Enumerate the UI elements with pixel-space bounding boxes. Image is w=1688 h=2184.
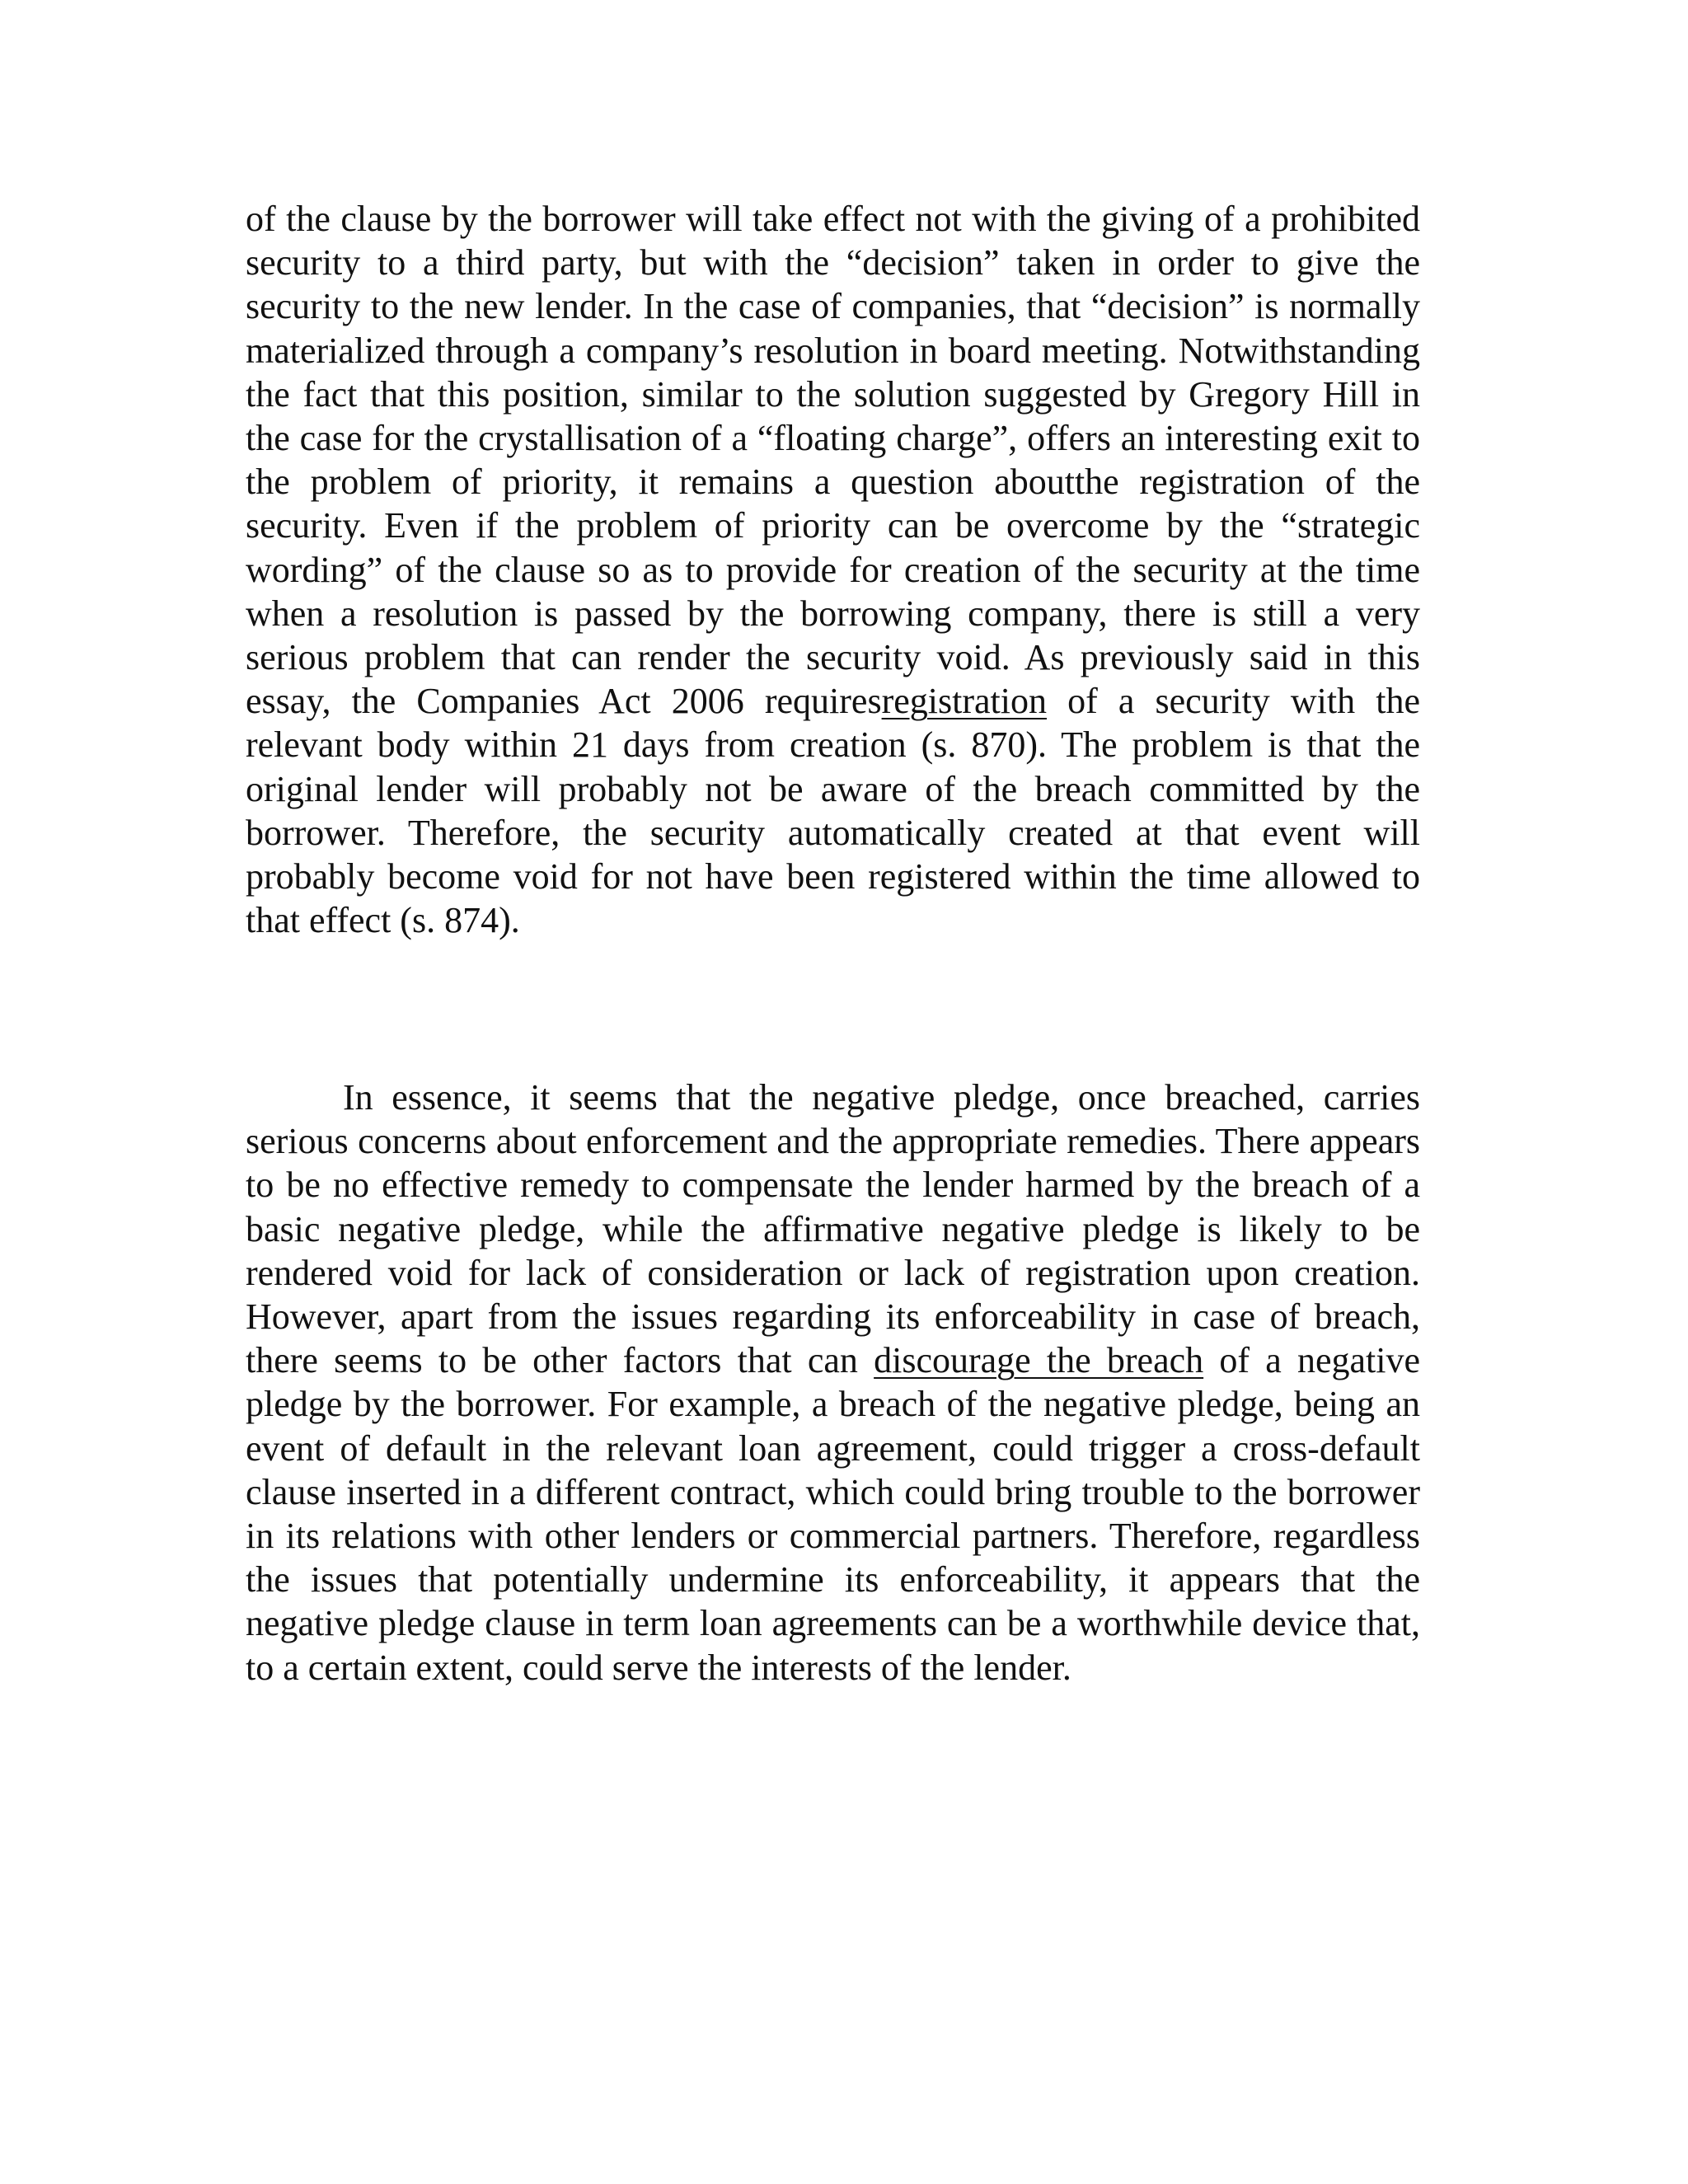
paragraph-1-underlined-term: registration [881,681,1047,722]
paragraph-2 [246,1076,1420,1690]
paragraph-2-text-a: In essence, it seems that the negative pledge, once breached, carries serious concerns about enforcement and the appropriate remedies. There appears to be no effective remedy to compensate the lender harmed by the breach of a basic negative pledge, while the affirmative negative pledge is likely to be rendered void for lack of consideration or lack of registration upon creation. However, apart from the issues regarding its enforceability in case of breach, there seems to be other factors that can [246,1077,1420,1381]
paragraph-2-underlined-phrase: discourage the breach [874,1340,1204,1381]
paragraph-1-text-b: of a security with the relevant body within 21 days from creation (s. 870). The problem is that the original lender will probably not be aware of the breach committed by the borrower. Therefore, the security automatically created at that event will probably become void for not have been registered within the time allowed to that effect (s. 874). [246,681,1420,941]
paragraph-1 [246,197,1420,942]
paragraph-1-text-a: of the clause by the borrower will take effect not with the giving of a prohibited security to a third party, but with the “decision” taken in order to give the security to the new lender. In the case of companies, that “decision” is normally materialized through a company’s resolution in board meeting. Notwithstanding the fact that this position, similar to the solution suggested by Gregory Hill in the case for the crystallisation of a “floating charge”, offers an interesting exit to the problem of priority, it remains a question aboutthe registration of the security. Even if the problem of priority can be overcome by the “strategic wording” of the clause so as to provide for creation of the security at the time when a resolution is passed by the borrowing company, there is still a very serious problem that can render the security void. As previously said in this essay, the Companies Act 2006 requires [246,199,1420,722]
paragraph-2-text-b: of a negative pledge by the borrower. For example, a breach of the negative pledge, being an event of default in the relevant loan agreement, could trigger a cross-default clause inserted in a different contract, which could bring trouble to the borrower in its relations with other lenders or commercial partners. Therefore, regardless the issues that potentially undermine its enforceability, it appears that the negative pledge clause in term loan agreements can be a worthwhile device that, to a certain extent, could serve the interests of the lender. [246,1340,1420,1688]
